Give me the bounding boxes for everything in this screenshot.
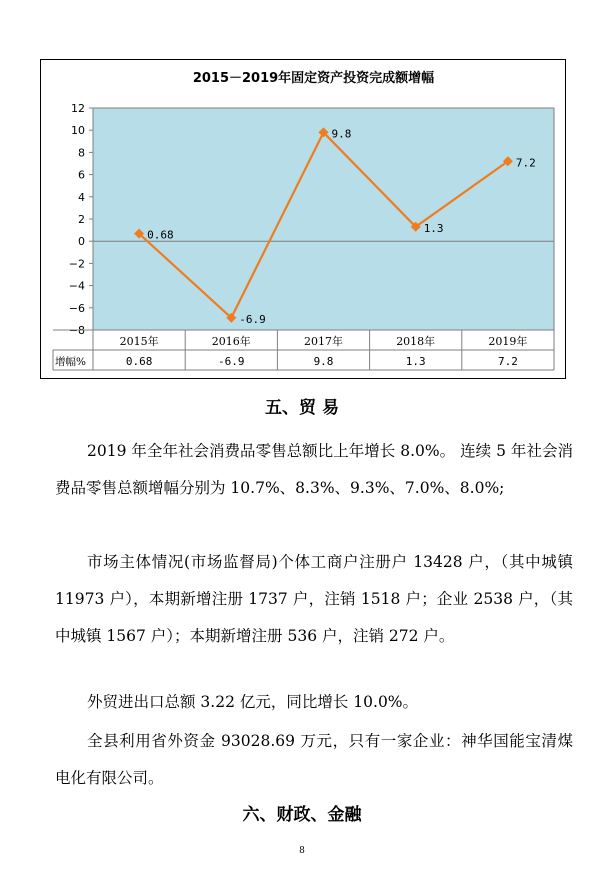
data-label: 0.68: [147, 228, 174, 242]
data-label: -6.9: [239, 312, 266, 326]
y-tick-label: 2: [78, 213, 85, 226]
paragraph-retail: 2019 年全年社会消费品零售总额比上年增长 8.0%。 连续 5 年社会消费品零售总额增幅分别为 10.7%、8.3%、9.3%、7.0%、8.0%;: [55, 442, 573, 497]
paragraph-investment: 全县利用省外资金 93028.69 万元，只有一家企业：神华国能宝清煤电化有限公司。: [55, 732, 573, 787]
y-tick-label: 12: [71, 102, 85, 115]
section-heading-finance: 六、财政、金融: [242, 805, 362, 825]
page-number: 8: [299, 846, 305, 856]
y-tick-label: 10: [71, 124, 85, 138]
table-value: 0.68: [125, 355, 153, 368]
paragraph-market-entities: 市场主体情况(市场监督局)个体工商户注册户 13428 户，（其中城镇 11973 户），本期新增注册 1737 户，注销 1518 户；企业 2538 户，（其中城镇 1567 户）；本期新增注册 536 户，注销 272 户。: [55, 553, 573, 645]
y-tick-label: −6: [68, 301, 85, 315]
x-category-label: 2016年: [211, 335, 251, 348]
x-category-label: 2015年: [119, 335, 159, 348]
y-tick-label: 0: [78, 235, 85, 249]
y-tick-label: −2: [68, 257, 85, 271]
y-tick-label: −4: [68, 279, 85, 293]
y-tick-label: 6: [78, 168, 85, 182]
x-category-label: 2019年: [488, 335, 528, 348]
data-label: 7.2: [515, 156, 536, 170]
data-label: 1.3: [423, 221, 444, 235]
table-value: 9.8: [313, 355, 334, 368]
table-value: 7.2: [497, 355, 518, 368]
chart-title: 2015－2019年固定资产投资完成额增幅: [192, 71, 435, 86]
data-label: 9.8: [331, 127, 352, 141]
x-category-label: 2018年: [396, 335, 436, 348]
chart-svg: [41, 60, 567, 380]
section-heading-trade: 五、贸 易: [265, 398, 339, 418]
table-value: -6.9: [218, 355, 245, 368]
y-tick-label: 8: [78, 146, 85, 160]
y-tick-label: −8: [68, 324, 85, 337]
table-value: 1.3: [405, 355, 426, 368]
x-category-label: 2017年: [304, 335, 343, 348]
line-chart: [40, 59, 566, 379]
paragraph-foreign-trade: 外贸进出口总额 3.22 亿元，同比增长 10.0%。: [87, 693, 419, 711]
plot-area: [93, 108, 554, 330]
legend-series-name: 增幅%: [55, 356, 86, 368]
y-tick-label: 4: [78, 190, 85, 204]
